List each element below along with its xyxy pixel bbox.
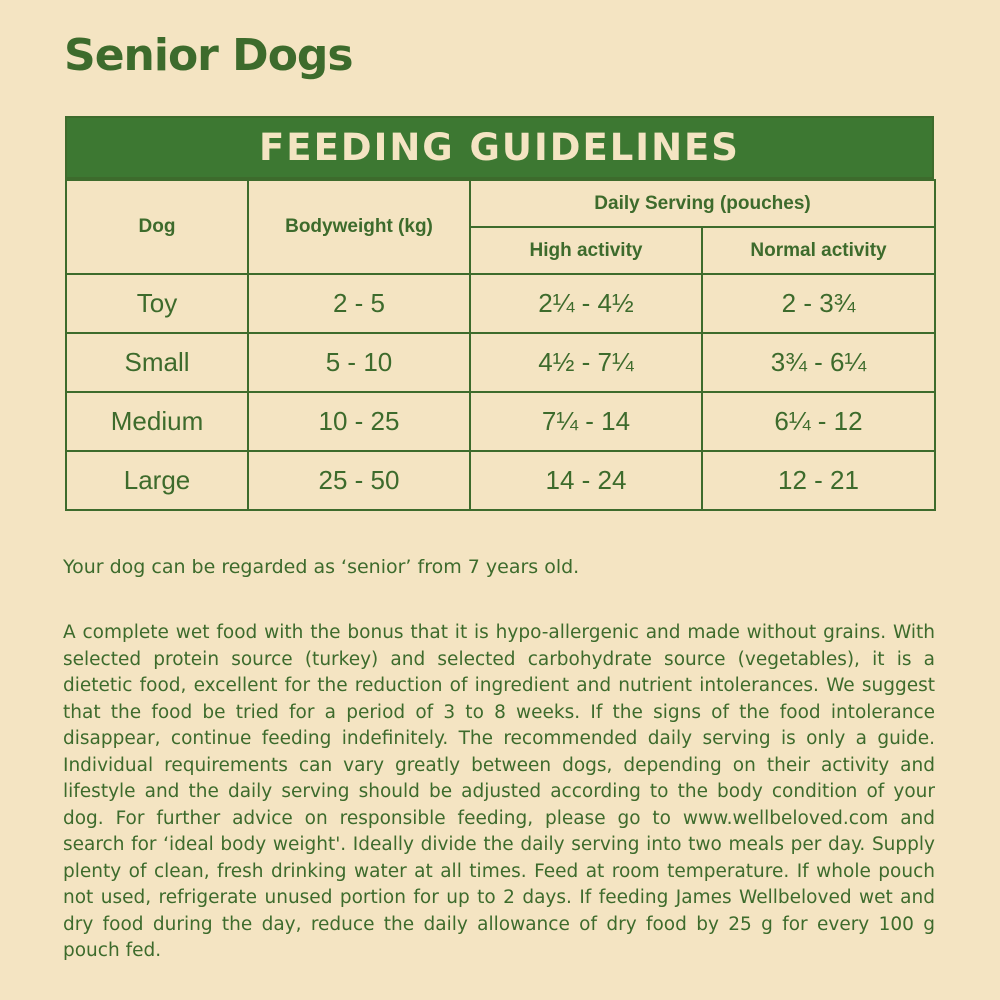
cell-dog: Toy [66, 274, 248, 333]
cell-dog: Large [66, 451, 248, 510]
header-dog: Dog [66, 180, 248, 274]
cell-normal-activity: 3¾ - 6¼ [702, 333, 935, 392]
feeding-guidelines-table [65, 116, 934, 511]
cell-high-activity: 2¼ - 4½ [470, 274, 702, 333]
header-normal-activity: Normal activity [702, 227, 935, 274]
cell-high-activity: 4½ - 7¼ [470, 333, 702, 392]
page-title: Senior Dogs [64, 30, 353, 81]
cell-bodyweight: 10 - 25 [248, 392, 470, 451]
cell-normal-activity: 6¼ - 12 [702, 392, 935, 451]
product-description: A complete wet food with the bonus that it is hypo-allergenic and made without grains. With selected protein source (turkey) and selected carbohydrate source (vegetables), it is a dietetic food, excellent for the reduction of ingredient and nutrient intolerances. We suggest that the food be tried for a period of 3 to 8 weeks. If the signs of the food intolerance disappear, continue feeding indefinitely. The recommended daily serving is only a guide. Individual requirements can vary greatly between dogs, depending on their activity and lifestyle and the daily serving should be adjusted according to the body condition of your dog. For further advice on responsible feeding, please go to www.wellbeloved.com and search for ‘ideal body weight'. Ideally divide the daily serving into two meals per day. Supply plenty of clean, fresh drinking water at all times. Feed at room temperature. If whole pouch not used, refrigerate unused portion for up to 2 days. If feeding James Wellbeloved wet and dry food during the day, reduce the daily allowance of dry food by 25 g for every 100 g pouch fed. [63, 622, 935, 961]
cell-normal-activity: 12 - 21 [702, 451, 935, 510]
senior-age-note: Your dog can be regarded as ‘senior’ from 7 years old. [63, 556, 580, 578]
cell-dog: Small [66, 333, 248, 392]
header-bodyweight: Bodyweight (kg) [248, 180, 470, 274]
cell-high-activity: 7¼ - 14 [470, 392, 702, 451]
table-row [66, 451, 935, 510]
table-banner-title: FEEDING GUIDELINES [259, 126, 740, 169]
cell-bodyweight: 25 - 50 [248, 451, 470, 510]
table-row [66, 274, 935, 333]
table-banner [65, 116, 934, 179]
table-row [66, 333, 935, 392]
cell-normal-activity: 2 - 3¾ [702, 274, 935, 333]
cell-dog: Medium [66, 392, 248, 451]
header-high-activity: High activity [470, 227, 702, 274]
cell-high-activity: 14 - 24 [470, 451, 702, 510]
header-daily-serving: Daily Serving (pouches) [470, 180, 935, 227]
feeding-table [65, 179, 936, 511]
cell-bodyweight: 5 - 10 [248, 333, 470, 392]
table-row [66, 392, 935, 451]
cell-bodyweight: 2 - 5 [248, 274, 470, 333]
